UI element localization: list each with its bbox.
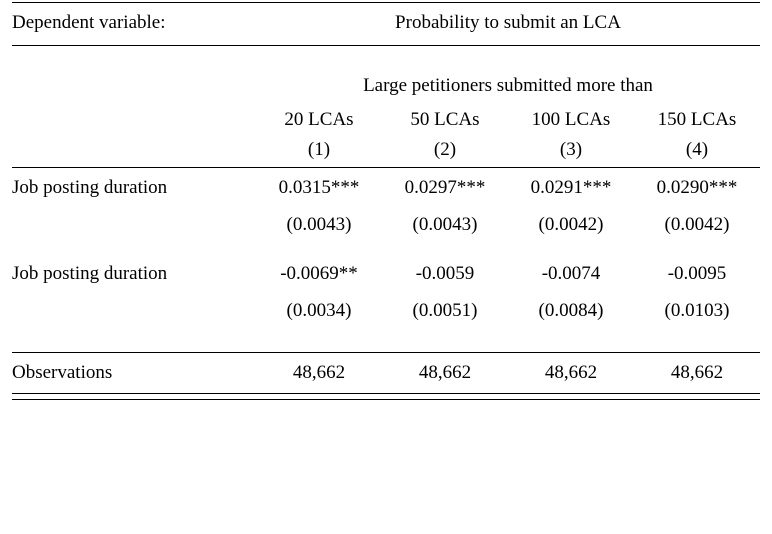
coefficient-r2-c4: -0.0095 <box>667 263 727 284</box>
std-error-r1-c2: (0.0043) <box>412 214 478 235</box>
spacer-before-observations-rule <box>12 328 760 350</box>
dependent-variable-value: Probability to submit an LCA <box>395 12 621 33</box>
group-header-row <box>12 68 760 104</box>
std-error-r1-c4: (0.0042) <box>664 214 730 235</box>
coefficient-r1-c1: 0.0315*** <box>278 177 360 198</box>
column-number-3: (3) <box>559 139 583 160</box>
observations-c4: 48,662 <box>670 362 724 383</box>
row-label-2: Job posting duration <box>12 263 168 284</box>
coefficient-r2-c3: -0.0074 <box>541 263 601 284</box>
spacer-after-header-rule <box>12 46 760 69</box>
row-label-2-se-empty <box>12 294 256 328</box>
dependent-variable-row <box>12 3 760 44</box>
std-error-r2-c1: (0.0034) <box>286 300 352 321</box>
spacer-between-rows <box>12 242 760 254</box>
observations-label: Observations <box>12 362 113 383</box>
column-header-3: 100 LCAs <box>531 108 611 130</box>
observations-row <box>12 353 760 394</box>
coefficient-r2-c2: -0.0059 <box>415 263 475 284</box>
column-numbers-empty-cell <box>12 135 256 165</box>
column-header-2: 50 LCAs <box>410 108 480 130</box>
std-error-r2-c4: (0.0103) <box>664 300 730 321</box>
table-row <box>12 168 760 209</box>
std-error-r1-c1: (0.0043) <box>286 214 352 235</box>
group-header-label: Large petitioners submitted more than <box>363 75 653 96</box>
dependent-variable-label: Dependent variable: <box>12 12 166 33</box>
std-error-r2-c2: (0.0051) <box>412 300 478 321</box>
observations-c2: 48,662 <box>418 362 472 383</box>
regression-table <box>12 0 760 400</box>
column-number-2: (2) <box>433 139 457 160</box>
row-label-1: Job posting duration <box>12 177 168 198</box>
std-error-r2-c3: (0.0084) <box>538 300 604 321</box>
column-number-1: (1) <box>307 139 331 160</box>
coefficient-r1-c4: 0.0290*** <box>656 177 738 198</box>
column-header-4: 150 LCAs <box>657 108 737 130</box>
column-headers-empty-cell <box>12 104 256 135</box>
bottom-double-rule <box>12 394 760 400</box>
observations-c1: 48,662 <box>292 362 346 383</box>
column-headers-row <box>12 104 760 135</box>
table-row-std-errors <box>12 208 760 242</box>
coefficient-r1-c2: 0.0297*** <box>404 177 486 198</box>
column-numbers-row <box>12 135 760 165</box>
table-row-std-errors <box>12 294 760 328</box>
coefficient-r1-c3: 0.0291*** <box>530 177 612 198</box>
column-header-1: 20 LCAs <box>284 108 354 130</box>
coefficient-r2-c1: -0.0069** <box>280 263 358 284</box>
row-label-1-se-empty <box>12 208 256 242</box>
observations-c3: 48,662 <box>544 362 598 383</box>
std-error-r1-c3: (0.0042) <box>538 214 604 235</box>
column-number-4: (4) <box>685 139 709 160</box>
table-row <box>12 254 760 294</box>
group-header-empty-cell <box>12 68 256 104</box>
